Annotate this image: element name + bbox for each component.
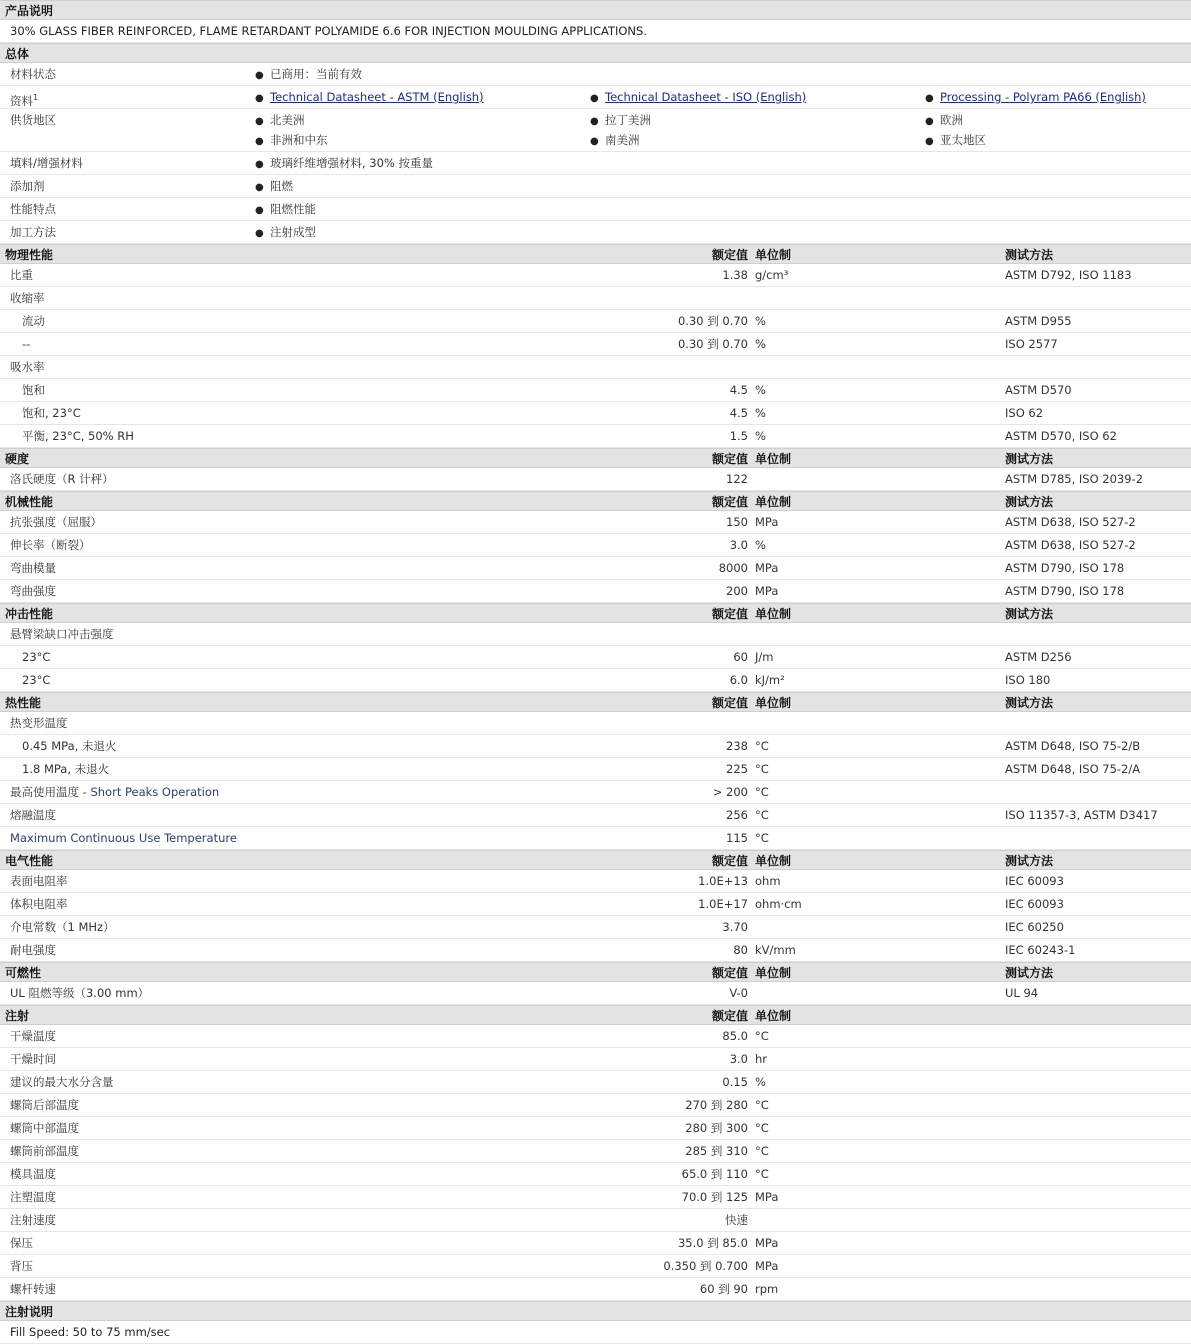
section-title: 注射说明: [5, 1305, 54, 1319]
test-method: ASTM D785, ISO 2039-2: [1005, 472, 1144, 486]
property-row: [0, 534, 1191, 557]
property-row: [0, 893, 1191, 916]
header-value: 额定值: [711, 607, 748, 621]
property-unit: MPa: [755, 584, 779, 598]
section-header: [0, 850, 1191, 870]
property-unit: °C: [755, 1098, 769, 1112]
bullet-icon: ●: [925, 116, 934, 127]
test-method: IEC 60093: [1005, 874, 1064, 888]
section-title: 产品说明: [5, 4, 54, 18]
property-row: [0, 1186, 1191, 1209]
property-label: 23°C: [22, 673, 51, 687]
property-value: 0.30 到 0.70: [677, 337, 748, 351]
header-unit: 单位制: [755, 1009, 792, 1023]
header-value: 额定值: [711, 495, 748, 509]
header-value: 额定值: [711, 966, 748, 980]
property-unit: hr: [755, 1052, 768, 1066]
property-row: [0, 712, 1191, 735]
test-method: ISO 2577: [1005, 337, 1058, 351]
property-label: 表面电阻率: [10, 874, 68, 888]
property-value: 256: [726, 808, 748, 822]
property-label: --: [22, 337, 31, 351]
property-label: Maximum Continuous Use Temperature: [10, 831, 237, 845]
bullet-icon: ●: [590, 136, 599, 147]
property-unit: kJ/m²: [755, 673, 785, 687]
test-method: ISO 62: [1005, 406, 1044, 420]
list-item-text: 北美洲: [270, 113, 305, 127]
row-label: 材料状态: [10, 67, 56, 81]
header-value: 额定值: [711, 452, 748, 466]
property-label: 收缩率: [10, 291, 45, 305]
bullet-icon: ●: [590, 93, 599, 104]
property-value: 35.0 到 85.0: [677, 1236, 748, 1250]
header-value: 额定值: [711, 248, 748, 262]
property-value: 150: [726, 515, 748, 529]
property-value: 4.5: [729, 383, 748, 397]
property-value: 0.350 到 0.700: [663, 1259, 748, 1273]
property-row: [0, 356, 1191, 379]
property-unit: MPa: [755, 1190, 779, 1204]
property-label: UL 阻燃等级（3.00 mm）: [10, 986, 150, 1000]
header-unit: 单位制: [755, 696, 792, 710]
property-row: [0, 982, 1191, 1005]
property-value: 122: [726, 472, 748, 486]
row-label: 加工方法: [10, 225, 56, 239]
test-method: ASTM D792, ISO 1183: [1005, 268, 1132, 282]
property-row: [0, 310, 1191, 333]
general-row: [0, 63, 1191, 86]
list-item: [590, 129, 640, 153]
list-item: [255, 221, 316, 245]
property-value: 85.0: [722, 1029, 748, 1043]
property-row: [0, 580, 1191, 603]
section-header: [0, 692, 1191, 712]
property-value: 3.0: [729, 1052, 748, 1066]
property-label: 悬臂梁缺口冲击强度: [10, 627, 114, 641]
property-value: 6.0: [729, 673, 748, 687]
test-method: ASTM D638, ISO 527-2: [1005, 515, 1136, 529]
section-title: 注射: [5, 1009, 30, 1023]
list-item: [255, 129, 328, 153]
header-method: 测试方法: [1005, 452, 1054, 466]
property-unit: °C: [755, 739, 769, 753]
list-item: [255, 198, 316, 222]
header-unit: 单位制: [755, 248, 792, 262]
list-item-text: 玻璃纤维增强材料, 30% 按重量: [270, 156, 434, 170]
property-unit: °C: [755, 785, 769, 799]
property-label: 干燥时间: [10, 1052, 56, 1066]
property-value: 65.0 到 110: [681, 1167, 748, 1181]
test-method: ASTM D648, ISO 75-2/B: [1005, 739, 1141, 753]
property-value: 280 到 300: [685, 1121, 748, 1135]
bullet-icon: ●: [925, 136, 934, 147]
row-label: 性能特点: [10, 202, 56, 216]
header-method: 测试方法: [1005, 966, 1054, 980]
property-row: [0, 468, 1191, 491]
section-title: 硬度: [5, 452, 30, 466]
property-unit: %: [755, 383, 766, 397]
property-row: [0, 623, 1191, 646]
property-value: 3.0: [729, 538, 748, 552]
list-item: [255, 63, 362, 87]
property-label: 平衡, 23°C, 50% RH: [22, 429, 134, 443]
row-label: 资料$^1$: [10, 93, 39, 108]
list-item-text: 注射成型: [270, 225, 316, 239]
property-value: 285 到 310: [685, 1144, 748, 1158]
property-row: [0, 425, 1191, 448]
general-table: [0, 63, 1191, 244]
bullet-icon: ●: [255, 228, 264, 239]
property-row: [0, 758, 1191, 781]
datasheet-link[interactable]: Technical Datasheet - ISO (English): [605, 90, 807, 104]
property-label: 螺筒前部温度: [10, 1144, 79, 1158]
general-row: [0, 86, 1191, 109]
section-header-injection-notes: [0, 1301, 1191, 1321]
property-label: 流动: [22, 314, 45, 328]
property-unit: MPa: [755, 515, 779, 529]
property-unit: MPa: [755, 1259, 779, 1273]
section-header: [0, 448, 1191, 468]
property-unit: %: [755, 429, 766, 443]
header-unit: 单位制: [755, 966, 792, 980]
test-method: ASTM D256: [1005, 650, 1072, 664]
test-method: ASTM D955: [1005, 314, 1072, 328]
bullet-icon: ●: [255, 136, 264, 147]
header-unit: 单位制: [755, 452, 792, 466]
property-value: > 200: [712, 785, 748, 799]
bullet-icon: ●: [925, 93, 934, 104]
test-method: ISO 180: [1005, 673, 1051, 687]
property-row: [0, 804, 1191, 827]
row-label: 添加剂: [10, 179, 45, 193]
property-label: 弯曲模量: [10, 561, 56, 575]
list-item: [255, 152, 433, 176]
section-title: 热性能: [5, 696, 42, 710]
list-item: [925, 129, 986, 153]
property-unit: °C: [755, 808, 769, 822]
property-unit: °C: [755, 1144, 769, 1158]
link-cell: [925, 86, 1146, 110]
property-unit: °C: [755, 831, 769, 845]
property-value: 1.38: [722, 268, 748, 282]
property-label: 弯曲强度: [10, 584, 56, 598]
property-row: [0, 1209, 1191, 1232]
section-header: [0, 962, 1191, 982]
property-label: 熔融温度: [10, 808, 56, 822]
header-unit: 单位制: [755, 607, 792, 621]
test-method: IEC 60243-1: [1005, 943, 1076, 957]
property-unit: MPa: [755, 561, 779, 575]
property-tables: [0, 244, 1191, 1301]
property-label: 1.8 MPa, 未退火: [22, 762, 110, 776]
header-unit: 单位制: [755, 495, 792, 509]
property-label: 23°C: [22, 650, 51, 664]
property-row: [0, 870, 1191, 893]
property-unit: kV/mm: [755, 943, 796, 957]
bullet-icon: ●: [255, 182, 264, 193]
property-unit: ohm: [755, 874, 781, 888]
property-row: [0, 264, 1191, 287]
property-unit: ohm·cm: [755, 897, 802, 911]
property-row: [0, 1140, 1191, 1163]
link-cell: [255, 86, 484, 110]
property-row: [0, 333, 1191, 356]
test-method: ASTM D570: [1005, 383, 1072, 397]
datasheet-link[interactable]: Processing - Polyram PA66 (English): [940, 90, 1146, 104]
property-row: [0, 1094, 1191, 1117]
property-value: 270 到 280: [685, 1098, 748, 1112]
header-method: 测试方法: [1005, 495, 1054, 509]
bullet-icon: ●: [255, 159, 264, 170]
property-label: 热变形温度: [10, 716, 68, 730]
bullet-icon: ●: [255, 205, 264, 216]
property-label: 建议的最大水分含量: [10, 1075, 114, 1089]
property-value: 8000: [718, 561, 748, 575]
property-value: 1.0E+17: [698, 897, 748, 911]
property-unit: %: [755, 538, 766, 552]
property-value: 80: [733, 943, 748, 957]
property-row: [0, 379, 1191, 402]
property-row: [0, 1117, 1191, 1140]
property-label: 保压: [10, 1236, 33, 1250]
header-value: 额定值: [711, 696, 748, 710]
property-value: 4.5: [729, 406, 748, 420]
property-label: 注塑温度: [10, 1190, 56, 1204]
section-header: [0, 244, 1191, 264]
section-title: 机械性能: [5, 495, 54, 509]
property-row: [0, 511, 1191, 534]
property-value: 快速: [725, 1213, 748, 1227]
property-row: [0, 1278, 1191, 1301]
property-label: 介电常数（1 MHz）: [10, 920, 115, 934]
test-method: ASTM D790, ISO 178: [1005, 584, 1125, 598]
list-item-text: 非洲和中东: [270, 133, 328, 147]
property-row: [0, 669, 1191, 692]
test-method: ASTM D570, ISO 62: [1005, 429, 1117, 443]
header-method: 测试方法: [1005, 696, 1054, 710]
section-header: [0, 1005, 1191, 1025]
property-unit: °C: [755, 1167, 769, 1181]
property-label: 注射速度: [10, 1213, 56, 1227]
test-method: ASTM D648, ISO 75-2/A: [1005, 762, 1141, 776]
property-label: 洛氏硬度（R 计秤）: [10, 472, 114, 486]
section-header-description: [0, 0, 1191, 20]
bullet-icon: ●: [590, 116, 599, 127]
property-value: 0.30 到 0.70: [677, 314, 748, 328]
property-label: 螺筒后部温度: [10, 1098, 79, 1112]
list-item: [255, 175, 293, 199]
section-header-general: [0, 43, 1191, 63]
property-label: 螺筒中部温度: [10, 1121, 79, 1135]
property-unit: °C: [755, 1121, 769, 1135]
section-title: 可燃性: [5, 966, 42, 980]
test-method: IEC 60093: [1005, 897, 1064, 911]
general-row: [0, 221, 1191, 244]
product-description: 30% GLASS FIBER REINFORCED, FLAME RETARDANT POLYAMIDE 6.6 FOR INJECTION MOULDING APPLICATIONS.: [0, 20, 1191, 43]
property-label: 模具温度: [10, 1167, 56, 1181]
property-row: [0, 827, 1191, 850]
property-value: 238: [726, 739, 748, 753]
property-label-suffix: - Short Peaks Operation: [79, 785, 220, 799]
property-value: 0.15: [722, 1075, 748, 1089]
list-item-text: 已商用：当前有效: [270, 67, 362, 81]
property-label: 耐电强度: [10, 943, 56, 957]
property-unit: %: [755, 314, 766, 328]
property-label: 比重: [10, 268, 33, 282]
general-row: [0, 175, 1191, 198]
list-item-text: 阻燃: [270, 179, 293, 193]
property-label: 饱和, 23°C: [22, 406, 81, 420]
property-row: [0, 735, 1191, 758]
property-row: [0, 1048, 1191, 1071]
general-row: [0, 152, 1191, 175]
general-row: [0, 198, 1191, 221]
property-unit: %: [755, 406, 766, 420]
property-row: [0, 939, 1191, 962]
property-row: [0, 557, 1191, 580]
property-row: [0, 781, 1191, 804]
section-header: [0, 491, 1191, 511]
section-title: 电气性能: [5, 854, 54, 868]
header-value: 额定值: [711, 1009, 748, 1023]
list-item-text: 南美洲: [605, 133, 640, 147]
list-item-text: 阻燃性能: [270, 202, 316, 216]
property-row: [0, 1071, 1191, 1094]
link-cell: [590, 86, 806, 110]
injection-notes-text: Fill Speed: 50 to 75 mm/sec: [0, 1321, 1191, 1344]
property-label: 0.45 MPa, 未退火: [22, 739, 117, 753]
test-method: ASTM D638, ISO 527-2: [1005, 538, 1136, 552]
property-value: 225: [726, 762, 748, 776]
header-method: 测试方法: [1005, 607, 1054, 621]
section-title: 冲击性能: [5, 607, 54, 621]
property-unit: rpm: [755, 1282, 779, 1296]
section-title: 物理性能: [5, 248, 54, 262]
property-label: 抗张强度（屈服）: [10, 515, 102, 529]
property-value: 200: [726, 584, 748, 598]
property-row: [0, 1255, 1191, 1278]
property-value: 3.70: [722, 920, 748, 934]
property-value: 70.0 到 125: [681, 1190, 748, 1204]
general-row: [0, 109, 1191, 152]
datasheet-link[interactable]: Technical Datasheet - ASTM (English): [270, 90, 484, 104]
property-value: V-0: [729, 986, 748, 1000]
property-row: [0, 1025, 1191, 1048]
property-value: 1.0E+13: [698, 874, 748, 888]
property-label: 背压: [10, 1259, 33, 1273]
header-unit: 单位制: [755, 854, 792, 868]
property-label: 最高使用温度 - Short Peaks Operation: [10, 785, 220, 799]
property-unit: %: [755, 1075, 766, 1089]
row-label: 供货地区: [10, 113, 56, 127]
section-title: 总体: [5, 47, 30, 61]
property-unit: %: [755, 337, 766, 351]
property-unit: g/cm³: [755, 268, 789, 282]
property-row: [0, 287, 1191, 310]
property-label: 干燥温度: [10, 1029, 56, 1043]
section-header: [0, 603, 1191, 623]
bullet-icon: ●: [255, 93, 264, 104]
property-value: 1.5: [729, 429, 748, 443]
property-label: 饱和: [22, 383, 45, 397]
property-unit: MPa: [755, 1236, 779, 1250]
property-value: 115: [726, 831, 748, 845]
property-row: [0, 402, 1191, 425]
bullet-icon: ●: [255, 116, 264, 127]
property-row: [0, 646, 1191, 669]
bullet-icon: ●: [255, 70, 264, 81]
test-method: ISO 11357-3, ASTM D3417: [1005, 808, 1158, 822]
row-label: 填料/增强材料: [10, 156, 83, 170]
header-method: 测试方法: [1005, 248, 1054, 262]
property-row: [0, 1232, 1191, 1255]
property-value: 60: [733, 650, 748, 664]
test-method: UL 94: [1005, 986, 1039, 1000]
footnote-marker: 1: [33, 93, 39, 102]
property-label: 伸长率（断裂）: [10, 538, 91, 552]
property-unit: J/m: [755, 650, 774, 664]
list-item-text: 亚太地区: [940, 133, 986, 147]
property-row: [0, 1163, 1191, 1186]
test-method: ASTM D790, ISO 178: [1005, 561, 1125, 575]
list-item-text: 欧洲: [940, 113, 963, 127]
header-value: 额定值: [711, 854, 748, 868]
test-method: IEC 60250: [1005, 920, 1064, 934]
property-label: 体积电阻率: [10, 897, 68, 911]
property-unit: °C: [755, 762, 769, 776]
property-label: 吸水率: [10, 360, 45, 374]
property-row: [0, 916, 1191, 939]
list-item-text: 拉丁美洲: [605, 113, 651, 127]
header-method: 测试方法: [1005, 854, 1054, 868]
property-label: 螺杆转速: [10, 1282, 56, 1296]
property-unit: °C: [755, 1029, 769, 1043]
property-value: 60 到 90: [699, 1282, 748, 1296]
